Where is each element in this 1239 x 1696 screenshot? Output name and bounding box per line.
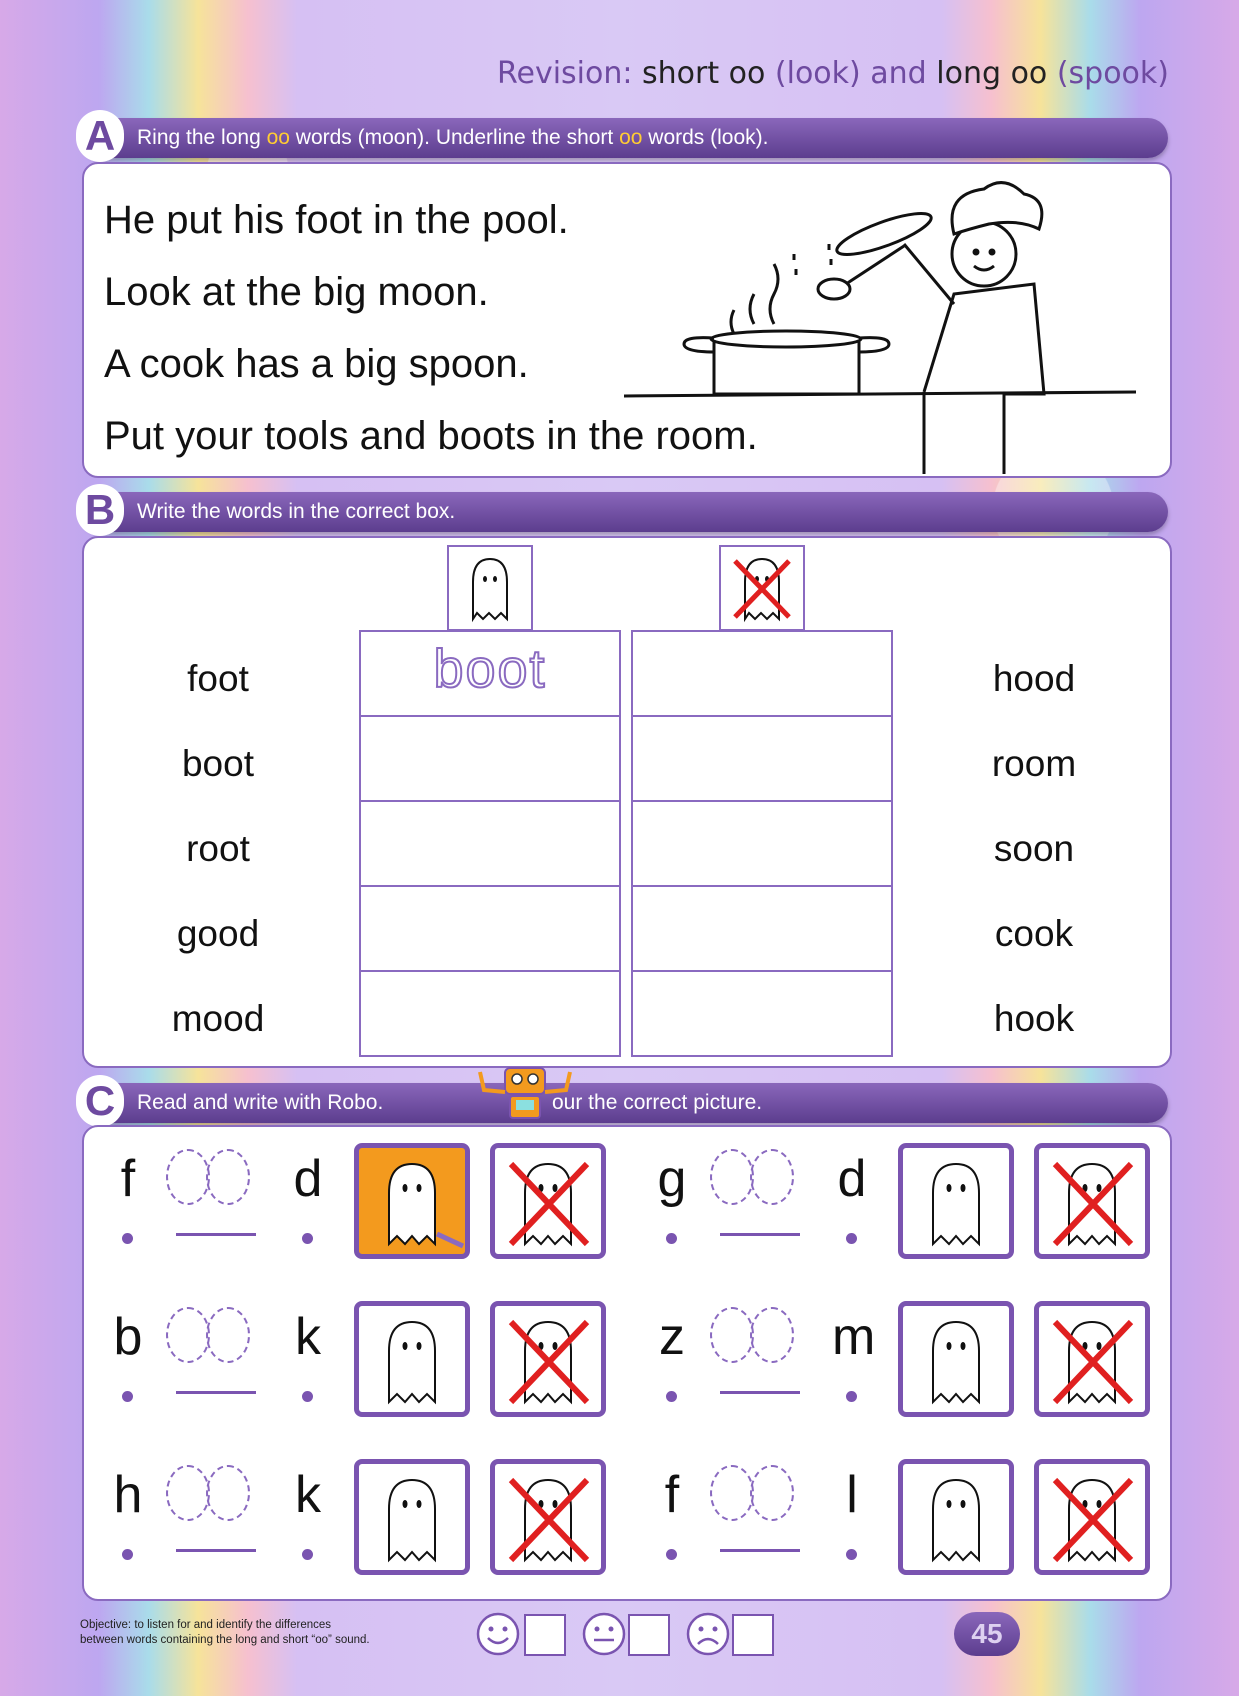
objective-text xyxy=(80,1618,370,1648)
crossed-ghost-picture[interactable] xyxy=(1034,1143,1150,1259)
short-oo-cell-1[interactable] xyxy=(633,632,891,717)
oo-circle xyxy=(206,1307,250,1363)
neutral-face-checkbox[interactable] xyxy=(628,1614,670,1656)
happy-face-checkbox[interactable] xyxy=(524,1614,566,1656)
ghost-picture[interactable] xyxy=(354,1301,470,1417)
sentence-2[interactable]: Look at the big moon. xyxy=(104,270,489,314)
sound-line xyxy=(720,1549,800,1552)
objective-line-2: between words containing the long and short “oo” sound. xyxy=(80,1634,370,1646)
sentence-3[interactable]: A cook has a big spoon. xyxy=(104,342,529,386)
oo-circle xyxy=(750,1307,794,1363)
ghost-icon xyxy=(903,1464,1009,1570)
instr-a-part3: words (look). xyxy=(642,126,769,149)
sound-line xyxy=(176,1233,256,1236)
sound-dot xyxy=(846,1233,857,1244)
word-left-5: mood xyxy=(171,998,265,1039)
section-c-header xyxy=(82,1077,1168,1124)
section-b-instruction: Write the words in the correct box. xyxy=(137,500,456,523)
sound-dot xyxy=(302,1391,313,1402)
section-c-letter: C xyxy=(76,1075,124,1127)
crossed-ghost-icon xyxy=(1039,1148,1145,1254)
word-right-2: room xyxy=(991,743,1077,784)
section-b-panel xyxy=(82,536,1172,1068)
sad-face-icon xyxy=(686,1612,730,1656)
sound-dot xyxy=(666,1233,677,1244)
word-right-5: hook xyxy=(993,998,1075,1039)
ghost-icon xyxy=(903,1306,1009,1412)
word-left-2: boot xyxy=(181,743,254,784)
ghost-picture-colored[interactable] xyxy=(354,1143,470,1259)
ghost-icon xyxy=(903,1148,1009,1254)
title-long-oo: long oo xyxy=(936,56,1048,91)
word-right-4: cook xyxy=(994,913,1074,954)
sound-line xyxy=(176,1391,256,1394)
long-oo-cell-2[interactable] xyxy=(361,717,619,802)
instr-a-part1: Ring the long xyxy=(137,126,267,149)
oo-circle xyxy=(710,1149,754,1205)
start-letter: z xyxy=(659,1308,685,1366)
long-oo-cell-1[interactable] xyxy=(361,632,619,717)
sound-dot xyxy=(666,1391,677,1402)
ghost-icon xyxy=(359,1148,465,1254)
oo-circle xyxy=(166,1307,210,1363)
crossed-ghost-icon xyxy=(495,1306,601,1412)
word-right-3: soon xyxy=(993,828,1075,869)
sentence-1[interactable]: He put his foot in the pool. xyxy=(104,198,569,242)
crossed-ghost-picture[interactable] xyxy=(490,1301,606,1417)
neutral-face-icon xyxy=(582,1612,626,1656)
page-number: 45 xyxy=(954,1612,1020,1656)
start-letter: b xyxy=(113,1308,143,1366)
section-b-header xyxy=(82,486,1168,533)
title-and: and xyxy=(870,56,927,91)
happy-face-icon xyxy=(476,1612,520,1656)
word-left-3: root xyxy=(186,828,250,869)
ghost-picture[interactable] xyxy=(898,1459,1014,1575)
sound-line xyxy=(720,1233,800,1236)
title-short-oo: short oo xyxy=(642,56,766,91)
crossed-ghost-picture[interactable] xyxy=(1034,1301,1150,1417)
oo-circle xyxy=(710,1307,754,1363)
sentence-4[interactable]: Put your tools and boots in the room. xyxy=(104,414,758,458)
crossed-ghost-picture[interactable] xyxy=(490,1459,606,1575)
sound-dot xyxy=(122,1391,133,1402)
section-a-panel xyxy=(82,162,1172,478)
sound-dot xyxy=(846,1391,857,1402)
sound-dot xyxy=(122,1549,133,1560)
crossed-ghost-picture[interactable] xyxy=(490,1143,606,1259)
end-letter: d xyxy=(837,1150,867,1208)
end-letter: d xyxy=(293,1150,323,1208)
sound-dot xyxy=(122,1233,133,1244)
sound-dot xyxy=(302,1233,313,1244)
oo-circle xyxy=(750,1149,794,1205)
oo-circle xyxy=(166,1149,210,1205)
start-letter: f xyxy=(664,1466,680,1524)
crossed-ghost-icon xyxy=(495,1464,601,1570)
ghost-icon xyxy=(449,547,531,629)
ghost-picture[interactable] xyxy=(898,1143,1014,1259)
oo-circle xyxy=(166,1465,210,1521)
end-letter: m xyxy=(832,1308,876,1366)
title-spook: (spook) xyxy=(1056,56,1169,91)
ghost-icon xyxy=(359,1306,465,1412)
section-c-instruction-right: our the correct picture. xyxy=(552,1091,763,1114)
crossed-ghost-icon xyxy=(1039,1464,1145,1570)
end-letter: k xyxy=(295,1308,321,1366)
section-c-panel xyxy=(82,1125,1172,1601)
sound-dot xyxy=(666,1549,677,1560)
long-oo-cell-3[interactable] xyxy=(361,802,619,887)
crossed-ghost-icon xyxy=(1039,1306,1145,1412)
title-look: (look) xyxy=(774,56,861,91)
start-letter: f xyxy=(120,1150,136,1208)
crossed-ghost-picture[interactable] xyxy=(1034,1459,1150,1575)
instr-a-oo1: oo xyxy=(266,126,290,149)
oo-circle xyxy=(750,1465,794,1521)
end-letter: k xyxy=(295,1466,321,1524)
sound-line xyxy=(720,1391,800,1394)
example-answer: boot xyxy=(433,639,547,699)
word-left-4: good xyxy=(176,913,260,954)
ghost-picture[interactable] xyxy=(898,1301,1014,1417)
long-oo-column-header xyxy=(447,545,533,631)
short-oo-cell-2[interactable] xyxy=(633,717,891,802)
oo-circle xyxy=(206,1149,250,1205)
cook-illustration xyxy=(624,174,1164,474)
long-oo-cell-4[interactable] xyxy=(361,887,619,972)
oo-circle xyxy=(206,1465,250,1521)
ghost-icon xyxy=(359,1464,465,1570)
short-oo-column xyxy=(631,630,893,1057)
short-oo-cell-4[interactable] xyxy=(633,887,891,972)
start-letter: g xyxy=(657,1150,687,1208)
ghost-picture[interactable] xyxy=(354,1459,470,1575)
word-left-1: foot xyxy=(187,658,249,699)
objective-line-1: Objective: to listen for and identify the differences xyxy=(80,1619,332,1631)
short-oo-cell-3[interactable] xyxy=(633,802,891,887)
oo-circle xyxy=(710,1465,754,1521)
page-title xyxy=(497,56,1169,91)
instr-a-oo2: oo xyxy=(619,126,643,149)
short-oo-column-header xyxy=(719,545,805,631)
sad-face-checkbox[interactable] xyxy=(732,1614,774,1656)
short-oo-cell-5[interactable] xyxy=(633,972,891,1055)
sound-dot xyxy=(846,1549,857,1560)
start-letter: h xyxy=(113,1466,143,1524)
end-letter: l xyxy=(846,1466,858,1524)
long-oo-cell-5[interactable] xyxy=(361,972,619,1055)
section-b-letter: B xyxy=(76,484,124,536)
section-c-instruction-left: Read and write with Robo. xyxy=(137,1091,384,1114)
section-a-header xyxy=(82,112,1168,159)
sound-line xyxy=(176,1549,256,1552)
crossed-ghost-icon xyxy=(495,1148,601,1254)
long-oo-column xyxy=(359,630,621,1057)
title-prefix: Revision: xyxy=(496,56,633,91)
word-right-1: hood xyxy=(992,658,1076,699)
robo-robot-icon xyxy=(470,1062,580,1122)
instr-a-part2: words (moon). Underline the short xyxy=(289,126,620,149)
section-a-instruction xyxy=(137,126,768,150)
sound-dot xyxy=(302,1549,313,1560)
crossed-ghost-icon xyxy=(721,547,803,629)
section-a-letter: A xyxy=(76,110,124,162)
